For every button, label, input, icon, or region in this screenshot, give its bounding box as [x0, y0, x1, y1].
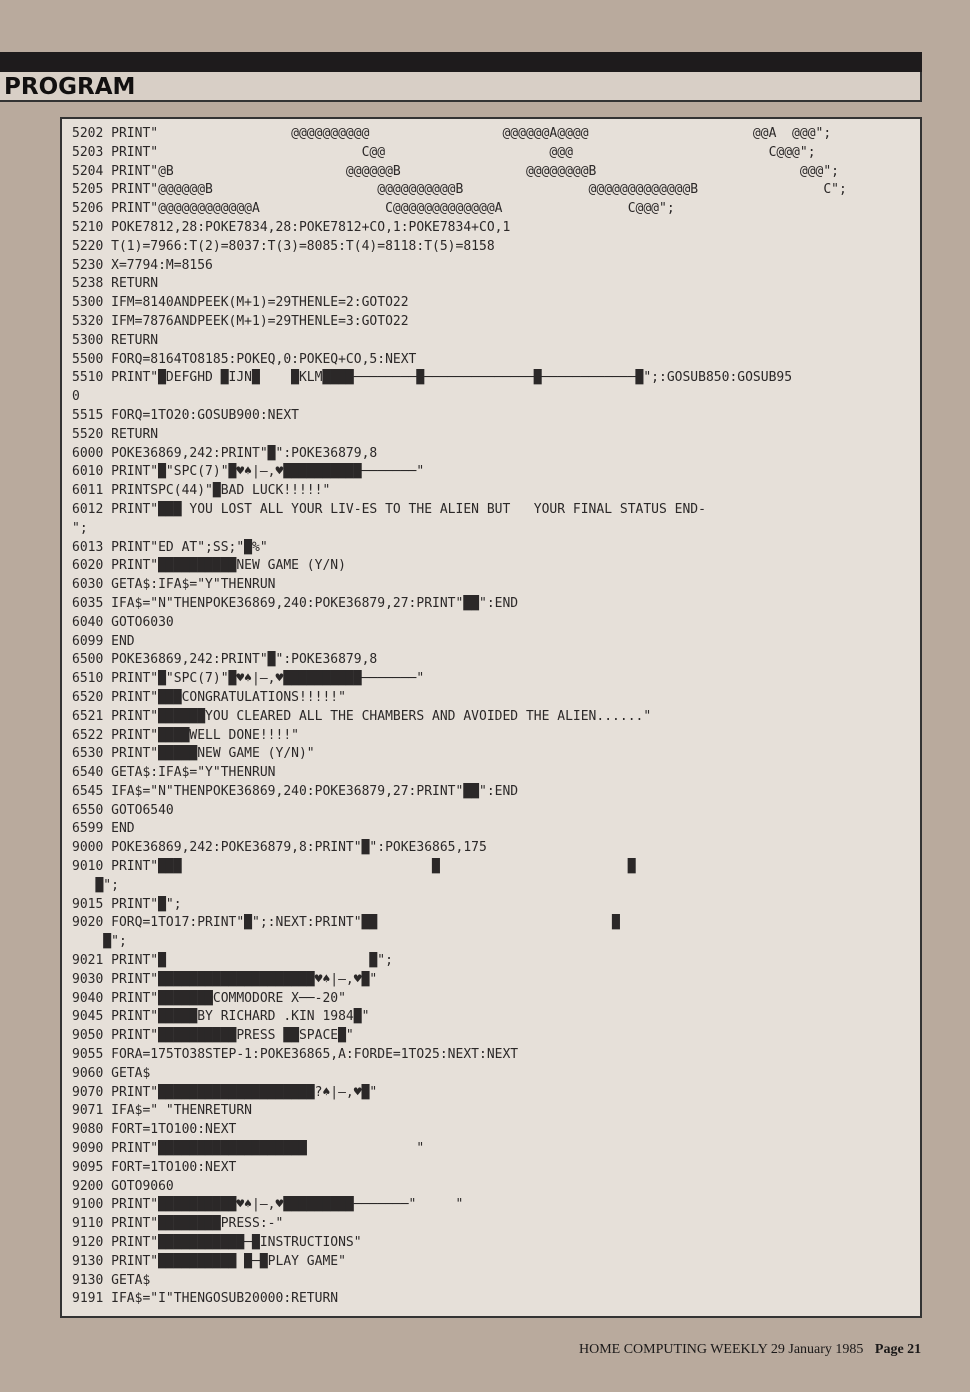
- code-line: 6550 GOTO6540: [72, 802, 174, 818]
- code-line: 6030 GETA$:IFA$="Y"THENRUN: [72, 577, 276, 593]
- code-line: 5206 PRINT"@@@@@@@@@@@@A C@@@@@@@@@@@@@A C@@@";: [72, 201, 675, 217]
- code-line: 5520 RETURN: [72, 426, 159, 442]
- code-line: 0: [72, 389, 80, 405]
- code-line: 6011 PRINTSPC(44)"█BAD LUCK!!!!!": [72, 483, 331, 499]
- code-line: 9040 PRINT"███████COMMODORE X──-20": [72, 990, 346, 1006]
- code-line: 6500 POKE36869,242:PRINT"█":POKE36879,8: [72, 652, 378, 668]
- code-line: 6530 PRINT"█████NEW GAME (Y/N)": [72, 746, 315, 762]
- code-line: 9055 FORA=175TO38STEP-1:POKE36865,A:FORDE=1TO25:NEXT:NEXT: [72, 1047, 519, 1063]
- code-line: 9020 FORQ=1TO17:PRINT"█";:NEXT:PRINT"██ █: [72, 915, 620, 931]
- code-line: 5238 RETURN: [72, 276, 159, 292]
- code-line: 9130 GETA$: [72, 1272, 151, 1288]
- code-line: 9200 GOTO9060: [72, 1178, 174, 1194]
- code-line: 5205 PRINT"@@@@@@B @@@@@@@@@@B @@@@@@@@@@@@@B C";: [72, 182, 847, 198]
- code-line: 6040 GOTO6030: [72, 614, 174, 630]
- code-line: 9045 PRINT"█████BY RICHARD .KIN 1984█": [72, 1009, 370, 1025]
- code-line: 9090 PRINT"███████████████████ ": [72, 1141, 425, 1157]
- code-line: 9070 PRINT"████████████████████?♠|—,♥█": [72, 1084, 378, 1100]
- code-line: 9100 PRINT"██████████♥♠|—,♥█████████───────" ": [72, 1197, 464, 1213]
- code-line: 9191 IFA$="I"THENGOSUB20000:RETURN: [72, 1291, 339, 1307]
- code-line: 6599 END: [72, 821, 135, 837]
- code-line: 9071 IFA$=" "THENRETURN: [72, 1103, 253, 1119]
- code-line: 6035 IFA$="N"THENPOKE36869,240:POKE36879,27:PRINT"██":END: [72, 595, 519, 611]
- program-listing: [60, 117, 922, 1318]
- code-line: 9095 FORT=1TO100:NEXT: [72, 1159, 237, 1175]
- code-line: 5300 IFM=8140ANDPEEK(M+1)=29THENLE=2:GOTO22: [72, 295, 409, 311]
- code-listing: [72, 125, 914, 1312]
- code-line: 6020 PRINT"██████████NEW GAME (Y/N): [72, 558, 346, 574]
- code-line: 9050 PRINT"██████████PRESS ██SPACE█": [72, 1028, 354, 1044]
- code-line: 5202 PRINT" @@@@@@@@@@ @@@@@@A@@@@ @@A @@@";: [72, 126, 832, 141]
- code-line: 5204 PRINT"@B @@@@@@B @@@@@@@@B @@@";: [72, 163, 840, 179]
- code-line: 6010 PRINT"█"SPC(7)"█♥♠|—,♥██████████───────": [72, 464, 425, 480]
- code-line: 6522 PRINT"████WELL DONE!!!!": [72, 727, 299, 743]
- code-line: █";: [72, 877, 119, 893]
- section-header: [0, 72, 922, 102]
- code-line: 5300 RETURN: [72, 332, 159, 348]
- code-line: 5320 IFM=7876ANDPEEK(M+1)=29THENLE=3:GOTO22: [72, 313, 409, 329]
- code-line: 9120 PRINT"███████████─█INSTRUCTIONS": [72, 1235, 362, 1251]
- code-line: 6013 PRINT"ED AT";SS;"█%": [72, 539, 268, 555]
- code-line: 6000 POKE36869,242:PRINT"█":POKE36879,8: [72, 445, 378, 461]
- code-line: 6540 GETA$:IFA$="Y"THENRUN: [72, 765, 276, 781]
- code-line: 5515 FORQ=1TO20:GOSUB900:NEXT: [72, 407, 299, 423]
- code-line: 5510 PRINT"█DEFGHD █IJN█ █KLM████────────█──────────────█────────────█";:GOSUB850:GOSUB95: [72, 370, 793, 386]
- code-line: 5500 FORQ=8164TO8185:POKEQ,0:POKEQ+CO,5:NEXT: [72, 351, 417, 367]
- code-line: 6099 END: [72, 633, 135, 649]
- code-line: 9060 GETA$: [72, 1065, 151, 1081]
- top-rule: [0, 52, 922, 72]
- code-line: 9015 PRINT"█";: [72, 896, 182, 912]
- code-line: ";: [72, 520, 88, 536]
- code-line: 9010 PRINT"███ █ █: [72, 859, 636, 875]
- page-footer: [579, 1342, 921, 1358]
- code-line: 5203 PRINT" C@@ @@@ C@@@";: [72, 144, 816, 160]
- section-label: PROGRAM: [4, 74, 136, 100]
- code-line: 9110 PRINT"████████PRESS:-": [72, 1216, 284, 1232]
- code-line: 9130 PRINT"██████████ █─█PLAY GAME": [72, 1253, 346, 1269]
- code-line: 9080 FORT=1TO100:NEXT: [72, 1122, 237, 1138]
- code-line: 9000 POKE36869,242:POKE36879,8:PRINT"█":POKE36865,175: [72, 840, 487, 856]
- page-number: Page 21: [874, 1342, 922, 1357]
- code-line: 9030 PRINT"████████████████████♥♠|—,♥█": [72, 971, 378, 987]
- code-line: 6521 PRINT"██████YOU CLEARED ALL THE CHAMBERS AND AVOIDED THE ALIEN......": [72, 708, 652, 724]
- code-line: 5210 POKE7812,28:POKE7834,28:POKE7812+CO,1:POKE7834+CO,1: [72, 219, 511, 235]
- code-line: 9021 PRINT"█ █";: [72, 953, 393, 969]
- code-line: 5230 X=7794:M=8156: [72, 257, 213, 273]
- code-line: 6545 IFA$="N"THENPOKE36869,240:POKE36879,27:PRINT"██":END: [72, 783, 519, 799]
- code-line: 6520 PRINT"███CONGRATULATIONS!!!!!": [72, 689, 346, 705]
- code-line: 6510 PRINT"█"SPC(7)"█♥♠|—,♥██████████───────": [72, 671, 425, 687]
- code-line: 6012 PRINT"███ YOU LOST ALL YOUR LIV-ES TO THE ALIEN BUT YOUR FINAL STATUS END-: [72, 501, 706, 517]
- publication-name: HOME COMPUTING WEEKLY 29 January 1985: [579, 1342, 864, 1357]
- code-line: █";: [72, 934, 127, 950]
- code-line: 5220 T(1)=7966:T(2)=8037:T(3)=8085:T(4)=8118:T(5)=8158: [72, 238, 495, 254]
